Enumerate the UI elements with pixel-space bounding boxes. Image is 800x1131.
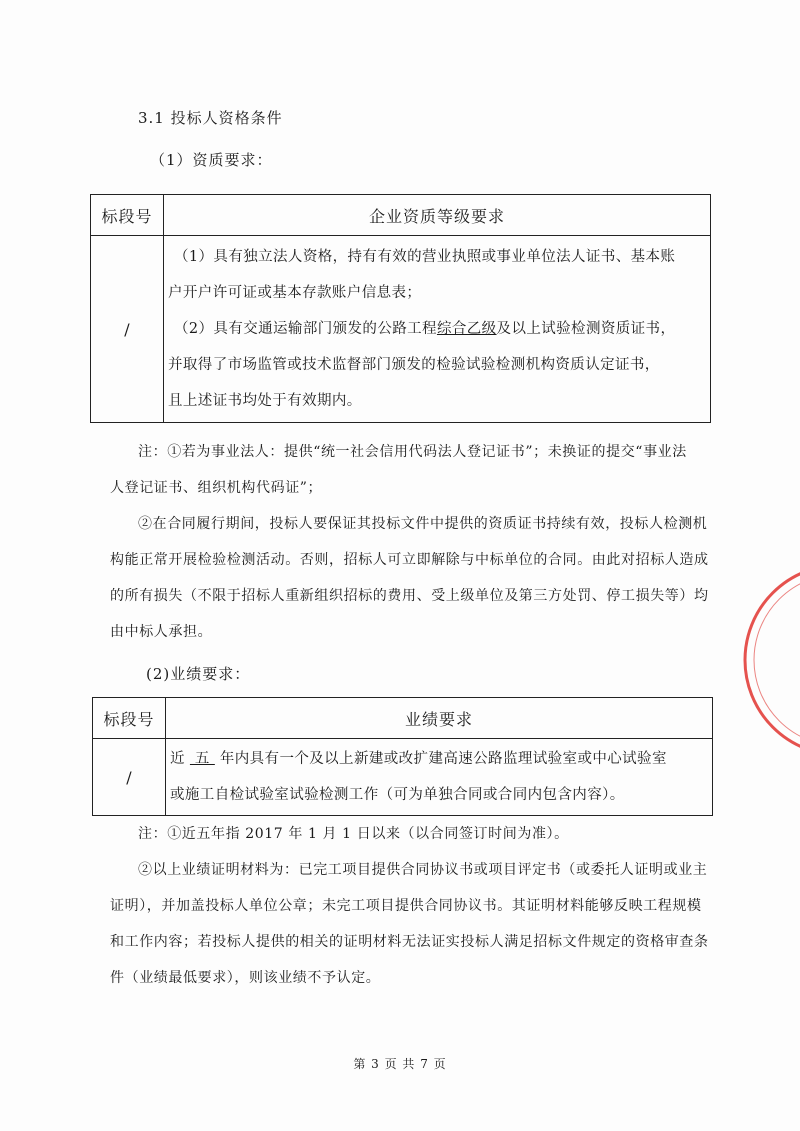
section-title: 3.1 投标人资格条件	[138, 109, 283, 127]
note-line: ②在合同履行期间，投标人要保证其投标文件中提供的资质证书持续有效，投标人检测机	[138, 516, 708, 532]
note-text	[110, 816, 709, 996]
req-line: （1）具有独立法人资格，持有有效的营业执照或事业单位法人证书、基本账	[174, 249, 676, 265]
req-text: 近	[170, 751, 190, 767]
note-line: 构能正常开展检验检测活动。否则，招标人可立即解除与中标单位的合同。由此对招标人造成	[110, 552, 709, 568]
lot-cell: /	[91, 236, 164, 423]
qualification-heading: （1）资质要求：	[150, 151, 273, 169]
note-line: 注：①近五年指 2017 年 1 月 1 日以来（以合同签订时间为准）。	[138, 826, 569, 842]
lot-cell: /	[93, 739, 166, 816]
performance-table	[92, 697, 713, 816]
col-requirement-header: 业绩要求	[166, 698, 713, 739]
requirement-cell	[164, 236, 711, 423]
req-line: 且上述证书均处于有效期内。	[168, 393, 362, 409]
note-text	[110, 434, 709, 650]
req-underlined: 综合乙级	[436, 321, 497, 337]
note-line: 和工作内容；若投标人提供的相关的证明材料无法证实投标人满足招标文件规定的资格审查条	[110, 934, 709, 950]
req-line	[170, 741, 708, 777]
req-line: 或施工自检试验室试验检测工作（可为单独合同或合同内包含内容）。	[170, 787, 625, 803]
requirement-cell	[166, 739, 713, 816]
note-line: 的所有损失（不限于招标人重新组织招标的费用、受上级单位及第三方处罚、停工损失等）均	[110, 588, 709, 604]
req-line	[168, 311, 706, 347]
note-line: 由中标人承担。	[110, 624, 213, 640]
req-underlined: 五	[189, 751, 215, 767]
note-line: 件（业绩最低要求），则该业绩不予认定。	[110, 970, 381, 986]
note-line: 注：①若为事业法人：提供“统一社会信用代码法人登记证书”；未换证的提交“事业法	[138, 444, 687, 460]
page-footer: 第 3 页 共 7 页	[353, 1057, 447, 1071]
official-seal-icon	[730, 560, 800, 760]
performance-heading: (2)业绩要求：	[146, 665, 251, 683]
table-row	[91, 236, 711, 423]
col-lot-header: 标段号	[93, 698, 166, 739]
qualification-table	[90, 194, 711, 423]
req-line: 户开户许可证或基本存款账户信息表；	[168, 285, 422, 301]
req-text: （2）具有交通运输部门颁发的公路工程	[174, 321, 437, 337]
note-line: ②以上业绩证明材料为：已完工项目提供合同协议书或项目评定书（或委托人证明或业主	[138, 862, 708, 878]
req-text: 及以上试验检测资质证书，	[496, 321, 676, 337]
table-header-row	[93, 698, 713, 739]
table-row	[93, 739, 713, 816]
col-requirement-header: 企业资质等级要求	[164, 195, 711, 236]
req-text: 年内具有一个及以上新建或改扩建高速公路监理试验室或中心试验室	[214, 751, 667, 767]
note-line: 证明），并加盖投标人单位公章；未完工项目提供合同协议书。其证明材料能够反映工程规模	[110, 898, 702, 914]
col-lot-header: 标段号	[91, 195, 164, 236]
req-line: 并取得了市场监管或技术监督部门颁发的检验试验检测机构资质认定证书，	[168, 357, 660, 373]
note-line: 人登记证书、组织机构代码证”；	[110, 480, 323, 496]
table-header-row	[91, 195, 711, 236]
